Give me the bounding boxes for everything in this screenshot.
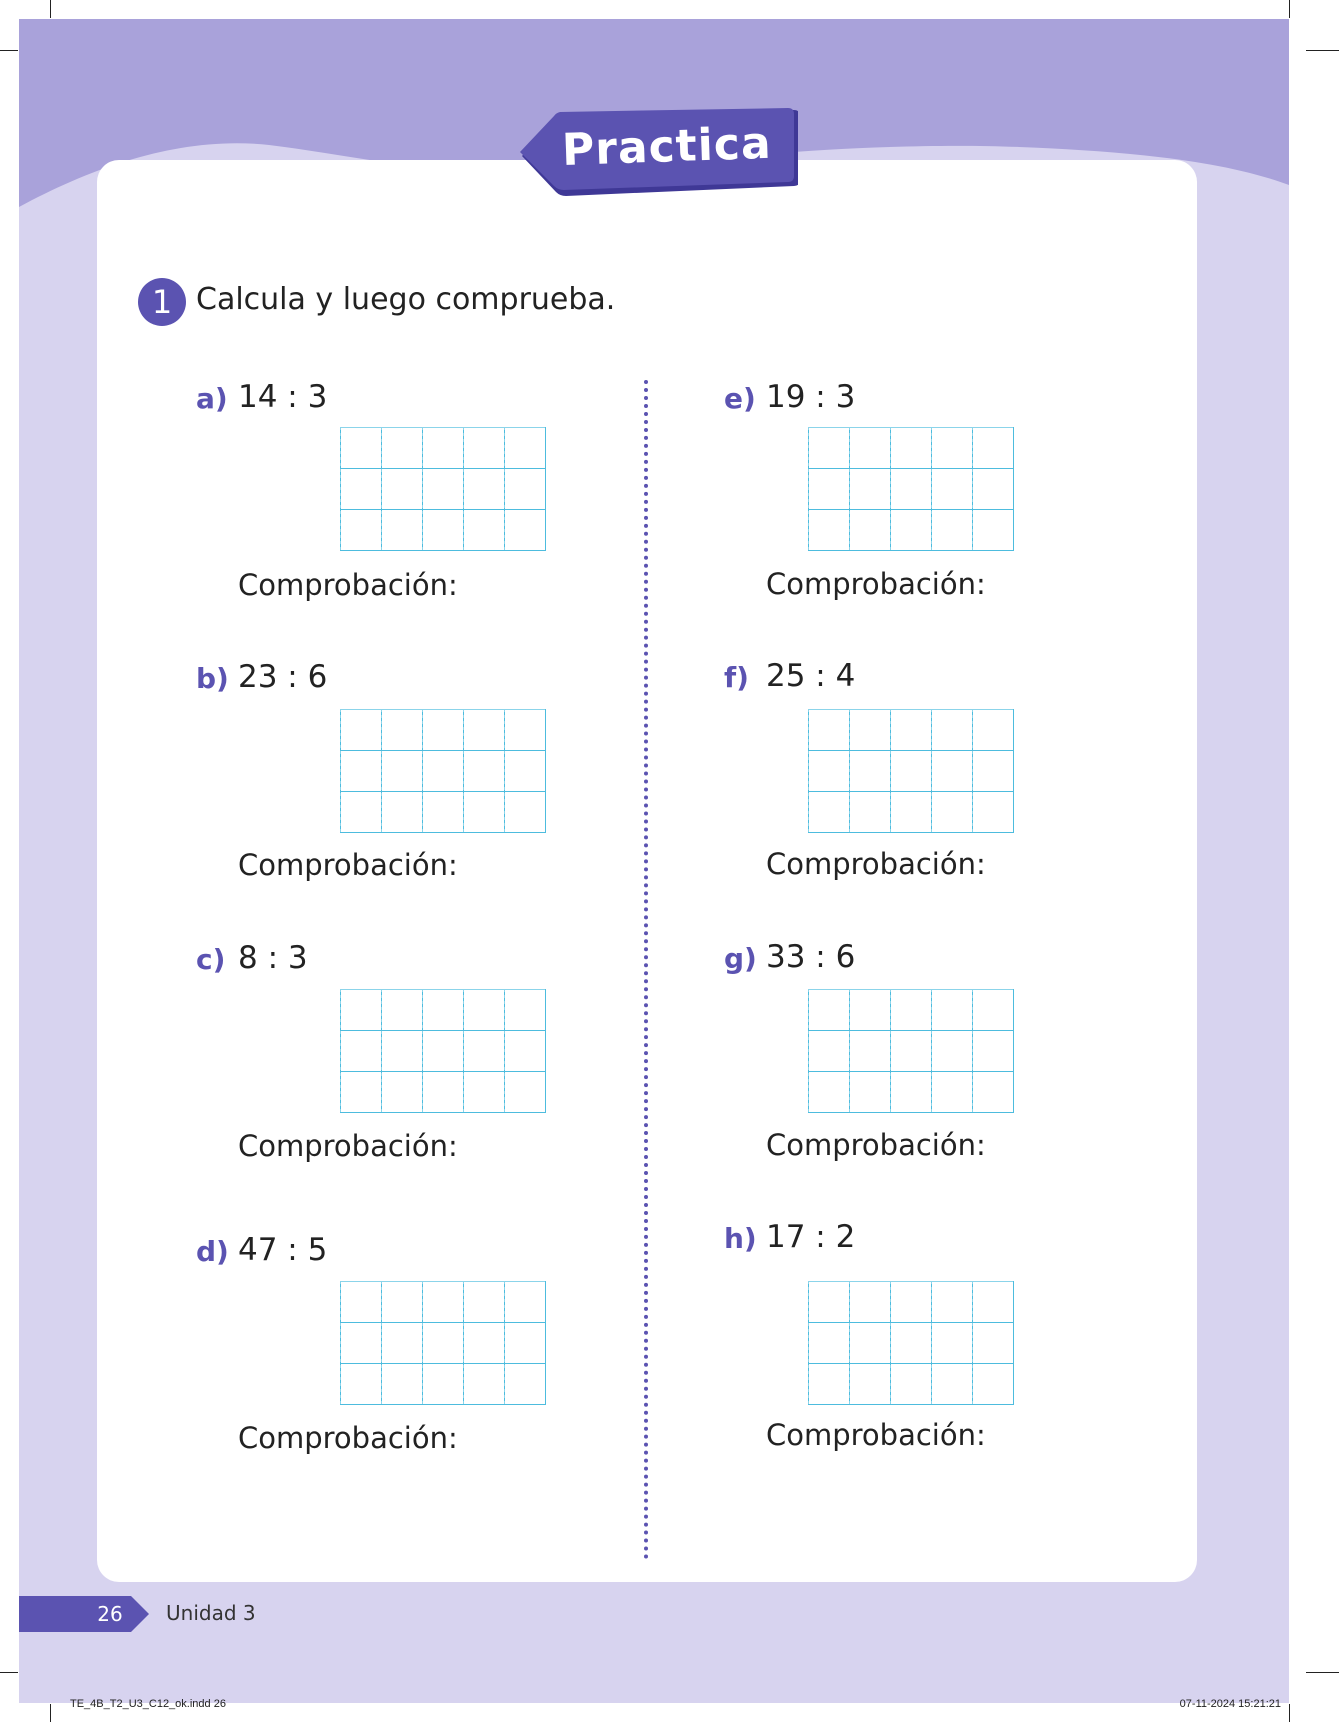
column-divider [644,380,648,1560]
print-timestamp: 07-11-2024 15:21:21 [1179,1698,1281,1710]
exercise-h-letter: h) [724,1222,757,1255]
exercise-f-check-label: Comprobación: [766,847,986,881]
trim-mark-top-left-v [50,0,51,18]
exercise-b-letter: b) [196,662,229,695]
exercise-a-check-label: Comprobación: [238,568,458,602]
exercise-c-check-label: Comprobación: [238,1129,458,1163]
trim-mark-bottom-left-h [0,1672,18,1673]
exercise-e-operation: 19 : 3 [766,379,856,415]
file-slug: TE_4B_T2_U3_C12_ok.indd 26 [70,1698,226,1710]
page-number: 26 [97,1602,123,1626]
exercise-b-operation: 23 : 6 [238,659,328,695]
exercise-a-operation: 14 : 3 [238,379,328,415]
exercise-c-letter: c) [196,943,226,976]
exercise-a-work-grid[interactable] [340,427,546,551]
exercise-g-letter: g) [724,942,757,975]
unit-label: Unidad 3 [166,1601,256,1625]
exercise-c-work-grid[interactable] [340,989,546,1113]
exercise-d-check-label: Comprobación: [238,1421,458,1455]
trim-mark-bottom-left-v [50,1704,51,1722]
trim-mark-bottom-right-v [1289,1704,1290,1722]
trim-mark-bottom-right-h [1306,1672,1339,1673]
trim-mark-top-left-h [0,50,18,51]
exercise-d-letter: d) [196,1235,229,1268]
exercise-h-work-grid[interactable] [808,1281,1014,1405]
exercise-e-letter: e) [724,382,756,415]
exercise-e-check-label: Comprobación: [766,567,986,601]
exercise-h-operation: 17 : 2 [766,1219,856,1255]
exercise-e-work-grid[interactable] [808,427,1014,551]
exercise-d-work-grid[interactable] [340,1281,546,1405]
exercise-g-check-label: Comprobación: [766,1128,986,1162]
exercise-f-letter: f) [724,661,749,694]
exercise-g-work-grid[interactable] [808,989,1014,1113]
exercise-b-check-label: Comprobación: [238,848,458,882]
exercise-h-check-label: Comprobación: [766,1418,986,1452]
exercise-f-work-grid[interactable] [808,709,1014,833]
exercise-c-operation: 8 : 3 [238,940,308,976]
exercise-f-operation: 25 : 4 [766,658,856,694]
trim-mark-top-right-v [1289,0,1290,18]
exercise-g-operation: 33 : 6 [766,939,856,975]
exercise-b-work-grid[interactable] [340,709,546,833]
trim-mark-top-right-h [1306,50,1339,51]
exercise-a-letter: a) [196,382,228,415]
instruction-text: Calcula y luego comprueba. [196,282,616,317]
instruction-number-badge: 1 [138,278,186,326]
exercise-d-operation: 47 : 5 [238,1232,328,1268]
page-title: Practica [561,117,773,176]
